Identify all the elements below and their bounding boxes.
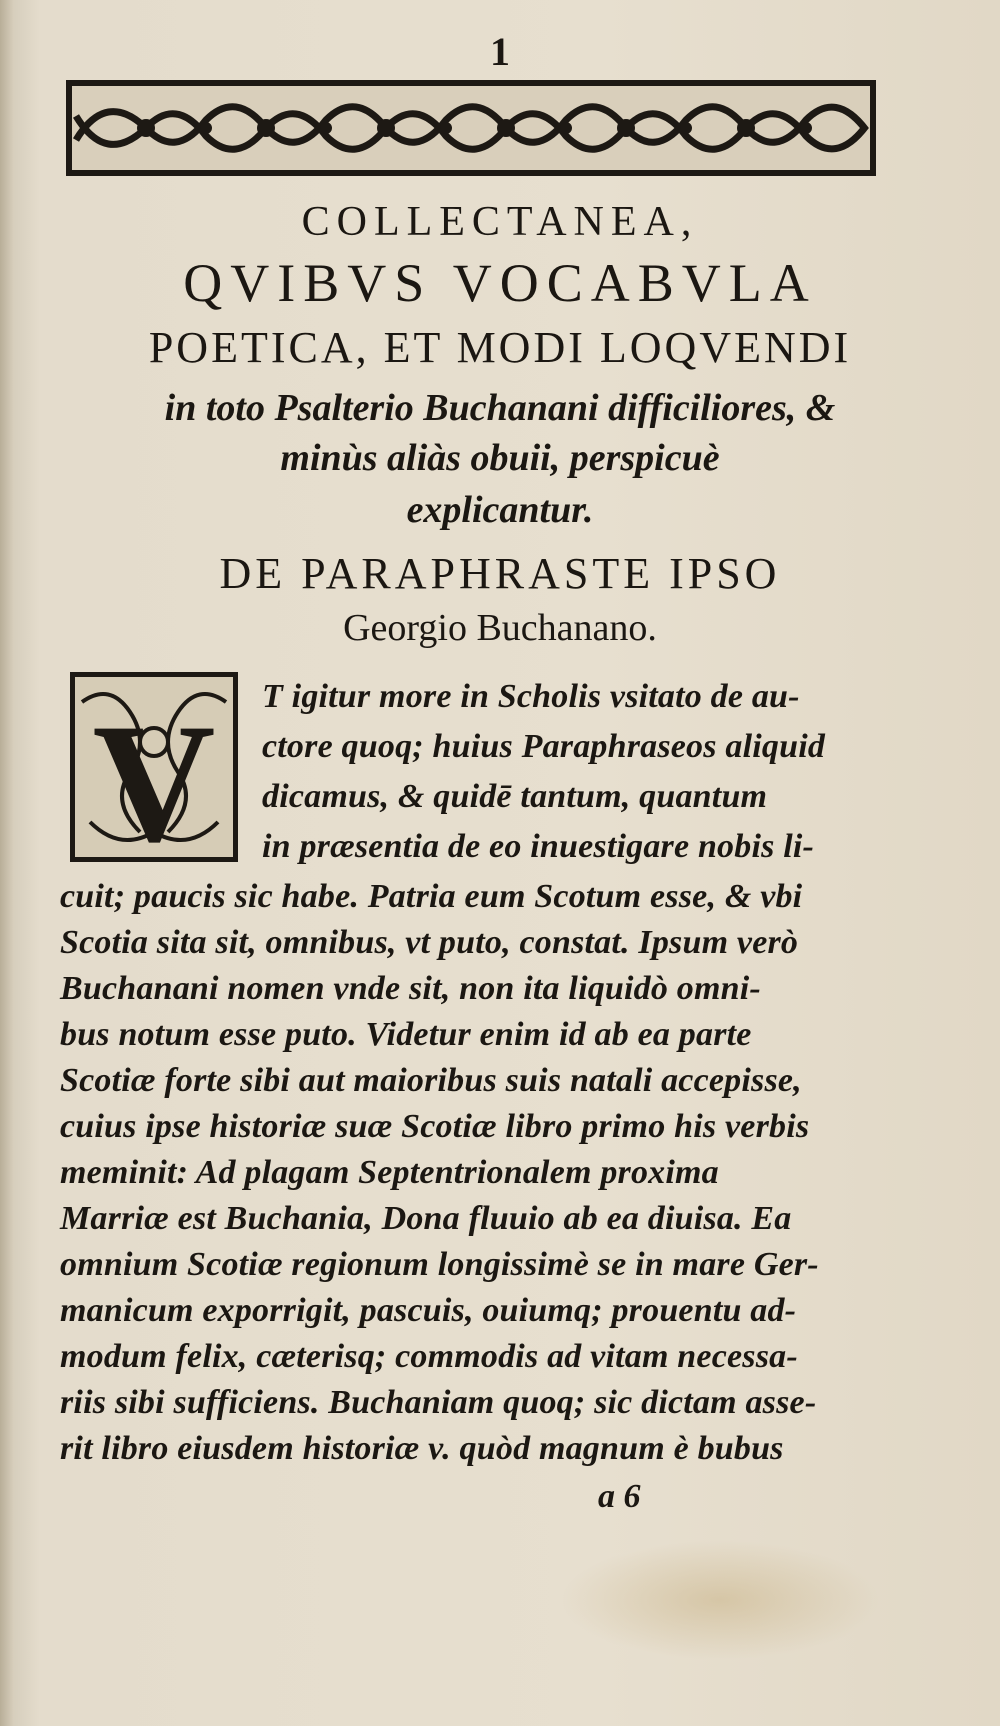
body-line: modum felix, cæterisq; commodis ad vitam necessa- xyxy=(60,1338,798,1375)
body-line: Scotiæ forte sibi aut maioribus suis natali accepisse, xyxy=(60,1062,802,1099)
title-line-4: in toto Psalterio Buchanani difficiliores, & xyxy=(164,387,836,429)
body-line: meminit: Ad plagam Septentrionalem proxima xyxy=(60,1154,719,1191)
title-line-6: explicantur. xyxy=(406,489,594,531)
signature-mark: a 6 xyxy=(598,1478,641,1515)
body-line: Marriæ est Buchania, Dona fluuio ab ea diuisa. Ea xyxy=(60,1200,792,1237)
body-line: in præsentia de eo inuestigare nobis li- xyxy=(262,828,815,865)
title-line-2: QVIBVS VOCABVLA xyxy=(183,253,817,313)
decorated-initial xyxy=(70,672,238,862)
body-line: bus notum esse puto. Videtur enim id ab ea parte xyxy=(60,1016,752,1053)
body-line: Scotia sita sit, omnibus, vt puto, constat. Ipsum verò xyxy=(60,924,799,961)
section-heading: DE PARAPHRASTE IPSO xyxy=(219,549,781,598)
body-line: riis sibi sufficiens. Buchaniam quoq; sic dictam asse- xyxy=(60,1384,817,1421)
ornamental-headpiece xyxy=(66,80,876,176)
dropcap-letter: V xyxy=(92,689,216,862)
body-line: cuit; paucis sic habe. Patria eum Scotum esse, & vbi xyxy=(60,878,803,915)
title-line-1: COLLECTANEA, xyxy=(301,199,699,245)
body-line: omnium Scotiæ regionum longissimè se in mare Ger- xyxy=(60,1246,819,1283)
title-line-3: POETICA, ET MODI LOQVENDI xyxy=(148,323,852,372)
body-line: Buchanani nomen vnde sit, non ita liquidò omni- xyxy=(60,970,761,1007)
page-number: 1 xyxy=(490,29,510,74)
section-subheading: Georgio Buchanano. xyxy=(343,607,657,649)
paper-stain xyxy=(560,1540,880,1660)
body-line: ctore quoq; huius Paraphraseos aliquid xyxy=(262,728,826,765)
body-line: manicum exporrigit, pascuis, ouiumq; prouentu ad- xyxy=(60,1292,797,1329)
body-line: cuius ipse historiæ suæ Scotiæ libro primo his verbis xyxy=(60,1108,810,1145)
title-line-5: minùs aliàs obuii, perspicuè xyxy=(280,437,720,479)
body-line: T igitur more in Scholis vsitato de au- xyxy=(262,678,800,715)
body-line: rit libro eiusdem historiæ v. quòd magnum è bubus xyxy=(60,1430,784,1467)
body-line: dicamus, & quidē tantum, quantum xyxy=(262,778,768,815)
